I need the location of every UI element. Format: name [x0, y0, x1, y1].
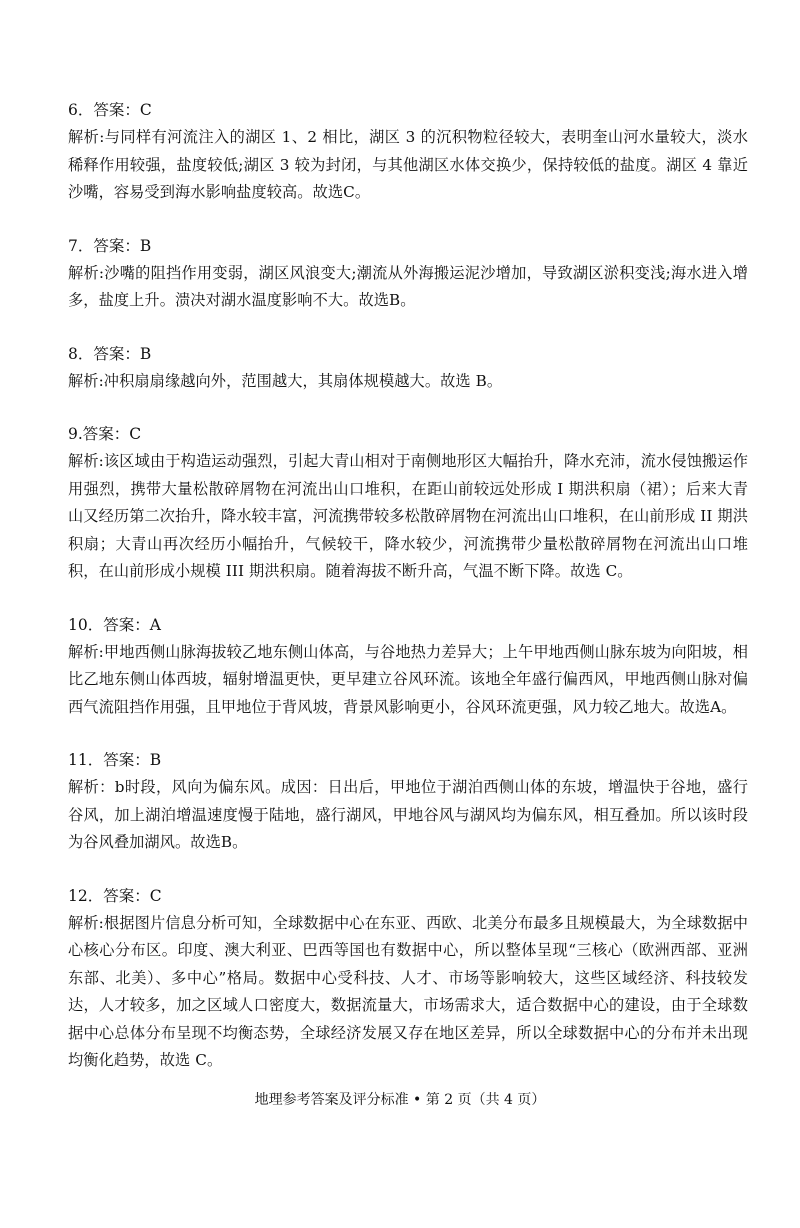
analysis-text: 解析：b时段，风向为偏东风。成因：日出后，甲地位于湖泊西侧山体的东坡，增温快于谷地，盛行谷风，加上湖泊增温速度慢于陆地，盛行湖风，甲地谷风与湖风均为偏东风，相互叠加。所以该时段为谷风叠加湖风。故选B。 — [68, 778, 748, 851]
analysis-text: 解析:冲积扇扇缘越向外，范围越大，其扇体规模越大。故选 B。 — [68, 371, 503, 390]
answer-line: 6．答案：C — [68, 101, 152, 119]
answer-line: 10．答案：A — [68, 615, 161, 634]
answer-line: 9.答案：C — [68, 425, 142, 443]
question-12 — [68, 882, 748, 1075]
question-11 — [68, 746, 748, 857]
analysis-text: 解析:与同样有河流注入的湖区 1、2 相比，湖区 3 的沉积物粒径较大，表明奎山河水量较大，淡水稀释作用较强，盐度较低;湖区 3 较为封闭，与其他湖区水体交换少，保持较低的盐度。湖区 4 靠近沙嘴，容易受到海水影响盐度较高。故选C。 — [68, 128, 748, 201]
answer-line: 11．答案：B — [68, 751, 162, 769]
analysis-text: 解析:该区域由于构造运动强烈，引起大青山相对于南侧地形区大幅抬升，降水充沛，流水侵蚀搬运作用强烈，携带大量松散碎屑物在河流出山口堆积，在距山前较远处形成 I 期洪积扇（裙）；后来大青山又经历第二次抬升，降水较丰富，河流携带较多松散碎屑物在河流出山口堆积，在山前形成 II 期洪积扇；大青山再次经历小幅抬升，气候较干，降水较少，河流携带少量松散碎屑物在河流出山口堆积，在山前形成小规模 III 期洪积扇。随着海拔不断升高，气温不断下降。故选 C。 — [68, 452, 748, 580]
analysis-text: 解析:甲地西侧山脉海拔较乙地东侧山体高，与谷地热力差异大；上午甲地西侧山脉东坡为向阳坡，相比乙地东侧山体西坡，辐射增温更快，更早建立谷风环流。该地全年盛行偏西风，甲地西侧山脉对偏西气流阻挡作用强，且甲地位于背风坡，背景风影响更小，谷风环流更强，风力较乙地大。故选A。 — [68, 642, 748, 716]
answer-line: 7．答案：B — [68, 236, 152, 255]
question-10 — [68, 611, 748, 722]
analysis-text: 解析:根据图片信息分析可知，全球数据中心在东亚、西欧、北美分布最多且规模最大，为全球数据中心核心分布区。印度、澳大利亚、巴西等国也有数据中心，所以整体呈现“三核心（欧洲西部、亚洲东部、北美）、多中心”格局。数据中心受科技、人才、市场等影响较大，这些区域经济、科技较发达，人才较多，加之区域人口密度大，数据流量大，市场需求大，适合数据中心的建设，由于全球数据中心总体分布呈现不均衡态势，全球经济发展又存在地区差异，所以全球数据中心的分布并未出现均衡化趋势，故选 C。 — [68, 913, 748, 1069]
answer-line: 8．答案：B — [68, 344, 152, 363]
answer-line: 12．答案：C — [68, 886, 162, 905]
question-7 — [68, 232, 748, 315]
question-6 — [68, 96, 748, 207]
analysis-text: 解析:沙嘴的阻挡作用变弱，湖区风浪变大;潮流从外海搬运泥沙增加，导致湖区淤积变浅;海水进入增多，盐度上升。溃决对湖水温度影响不大。故选B。 — [68, 263, 748, 309]
question-8 — [68, 340, 748, 396]
question-9 — [68, 420, 748, 586]
answer-page — [68, 96, 748, 1100]
page-footer: 地理参考答案及评分标准 • 第 2 页（共 4 页） — [254, 1092, 546, 1108]
